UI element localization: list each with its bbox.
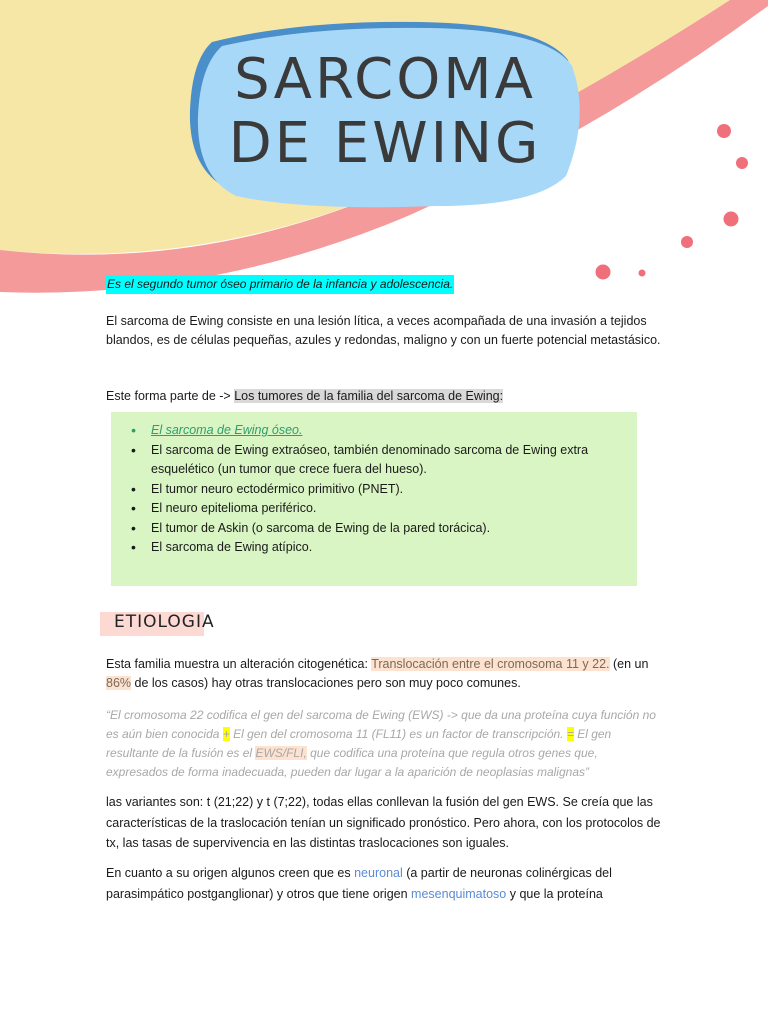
quote-part-2: El gen del cromosoma 11 (FL11) es un factor de transcripción.	[229, 727, 567, 741]
quote-part-3: El gen resultante de la fusión es el	[106, 727, 612, 760]
list-item: • El tumor de Askin (o sarcoma de Ewing de la pared torácica).	[151, 519, 637, 539]
list-item: • El tumor neuro ectodérmico primitivo (PNET).	[151, 480, 637, 500]
origin-suffix: y que la proteína	[506, 886, 603, 901]
cyto-suffix: de los casos) hay otras translocaciones pero son muy poco comunes.	[131, 676, 521, 690]
paragraph-cytogenetics	[106, 655, 661, 693]
decor-dot	[736, 157, 748, 169]
paragraph-variants: las variantes son: t (21;22) y t (7;22), todas ellas conllevan la fusión del gen EWS. Se creía que las características de la traslocación tenían un significado pronóstico. Pero ahora, con los protocolos de tx, las tasas de supervivencia en las distintas traslocaciones son iguales.	[106, 795, 661, 850]
origin-mid: (a partir de neuronas colinérgicas del parasimpático postganglionar) y otros que tiene origen	[106, 866, 612, 901]
paragraph-origin	[106, 863, 661, 904]
decor-dot	[717, 124, 731, 138]
list-item: • El sarcoma de Ewing óseo.	[151, 421, 637, 441]
quote-equals: =	[566, 727, 574, 741]
cyto-prefix: Esta familia muestra un alteración citogenética:	[106, 657, 372, 671]
percent-highlight: 86%	[106, 676, 132, 690]
quote-part-1: “El cromosoma 22 codifica el gen del sarcoma de Ewing (EWS) -> que da una proteína cuya función no es aún bien conocida	[106, 708, 656, 741]
family-list	[111, 412, 637, 558]
decor-dot	[596, 265, 611, 280]
family-list-box	[111, 412, 637, 586]
etiology-heading: ETIOLOGIA	[114, 612, 215, 632]
list-item: • El sarcoma de Ewing atípico.	[151, 538, 637, 558]
title-line-2: DE EWING	[228, 111, 542, 176]
page-title	[190, 48, 580, 176]
intro-highlight: Es el segundo tumor óseo primario de la infancia y adolescencia.	[106, 275, 454, 294]
quote-plus: +	[222, 727, 230, 741]
family-highlight: Los tumores de la familia del sarcoma de Ewing:	[234, 389, 504, 403]
decor-dot	[639, 270, 646, 277]
term-mesenquimatoso: mesenquimatoso	[411, 886, 507, 901]
paragraph-family	[106, 387, 661, 406]
cyto-mid: (en un	[609, 657, 649, 671]
decor-dot	[724, 212, 739, 227]
origin-prefix: En cuanto a su origen algunos creen que es	[106, 866, 355, 880]
decor-dot	[681, 236, 693, 248]
list-item: • El neuro epitelioma periférico.	[151, 499, 637, 519]
quote-fusion-gene: EWS/FLI,	[255, 746, 307, 760]
title-line-1: SARCOMA	[234, 47, 536, 112]
list-item: • El sarcoma de Ewing extraóseo, también denominado sarcoma de Ewing extra esquelético (un tumor que crece fuera del hueso).	[151, 441, 637, 480]
term-neuronal: neuronal	[354, 866, 403, 880]
translocation-highlight: Translocación entre el cromosoma 11 y 22.	[371, 657, 610, 671]
quote-part-4: que codifica una proteína que regula otros genes que, expresados de forma inadecuada, pueden dar lugar a la aparición de neoplasias malignas”	[106, 746, 598, 779]
family-prefix: Este forma parte de ->	[106, 389, 235, 403]
paragraph-definition: El sarcoma de Ewing consiste en una lesión lítica, a veces acompañada de una invasión a tejidos blandos, es de células pequeñas, azules y redondas, maligno y con un fuerte potencial metastásico.	[106, 314, 661, 347]
gene-quote	[106, 706, 661, 782]
